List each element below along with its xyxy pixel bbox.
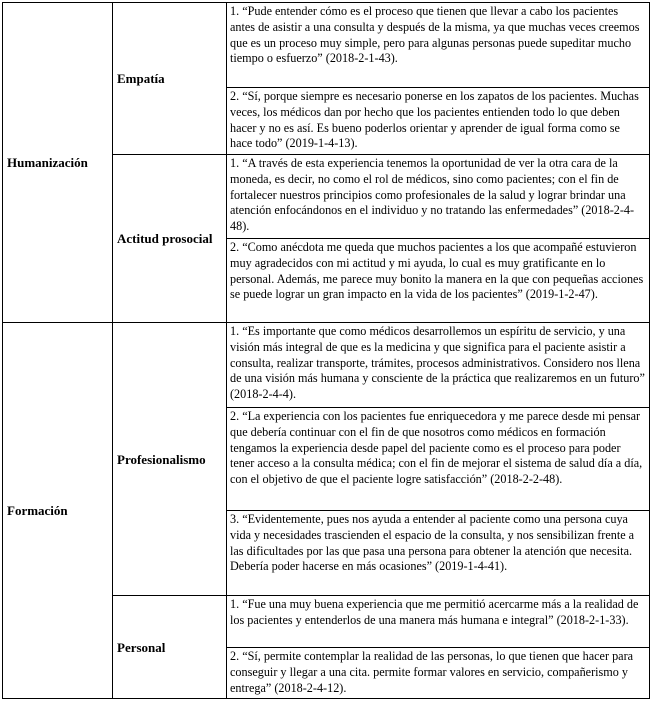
table-row <box>3 3 650 88</box>
quote-cell: 1. “Fue una muy buena experiencia que me permitió acercarme más a la realidad de los pacientes y entenderlos de una manera más humana e integral” (2018-2-1-33). <box>227 596 650 648</box>
table-row <box>3 323 650 408</box>
quote-cell: 2. “Como anécdota me queda que muchos pacientes a los que acompañé estuvieron muy agradecidos con mi actitud y mi ayuda, lo cual es muy gratificante en lo personal. Además, me parece muy bonito la manera en la que con pequeñas acciones se puede lograr un gran impacto en la vida de los pacientes” (2019-1-2-47). <box>227 239 650 323</box>
quote-cell: 2. “Sí, permite contemplar la realidad de las personas, lo que tienen que hacer para conseguir y llegar a una cita. permite formar valores en servicio, compañerismo y entrega” (2018-2-4-12). <box>227 648 650 699</box>
category-formacion: Formación <box>3 323 113 699</box>
quote-cell: 1. “Pude entender cómo es el proceso que tienen que llevar a cabo los pacientes antes de asistir a una consulta y después de la misma, ya que muchas veces creemos que es un proceso muy simple, pero para algunas personas puede supeditar mucho tiempo o esfuerzo” (2018-2-1-43). <box>227 3 650 88</box>
subcategory-empatia: Empatía <box>113 3 227 155</box>
quote-cell: 2. “La experiencia con los pacientes fue enriquecedora y me parece desde mi pensar que debería continuar con el fin de que nosotros como médicos en formación tengamos la experiencia desde papel del paciente como es el proceso para poder tener acceso a la consulta médica; con el fin de mejorar el sistema de salud día a día, con el objetivo de que el paciente logre satisfacción” (2018-2-2-48). <box>227 408 650 511</box>
quotes-table <box>2 2 650 699</box>
quote-cell: 1. “Es importante que como médicos desarrollemos un espíritu de servicio, y una visión más integral de que es la medicina y que significa para el paciente asistir a consulta, realizar transporte, trámites, procesos administrativos. Considero nos llena de una visión más humana y consciente de la práctica que realizaremos en un futuro” (2018-2-4-4). <box>227 323 650 408</box>
category-humanizacion: Humanización <box>3 3 113 323</box>
subcategory-personal: Personal <box>113 596 227 699</box>
quote-cell: 2. “Sí, porque siempre es necesario ponerse en los zapatos de los pacientes. Muchas veces, los médicos dan por hecho que los pacientes entienden todo lo que deben hacer y no es así. Es bueno poderlos orientar y aprender de igual forma como se hace todo” (2019-1-4-13). <box>227 88 650 155</box>
quote-cell: 3. “Evidentemente, pues nos ayuda a entender al paciente como una persona cuya vida y necesidades trascienden el espacio de la consulta, y nos sensibilizan frente a las dificultades por las que pasa una persona para obtener la atención que necesita. Debería poder hacerse en más ocasiones” (2019-1-4-41). <box>227 511 650 596</box>
subcategory-actitud-prosocial: Actitud prosocial <box>113 155 227 323</box>
subcategory-profesionalismo: Profesionalismo <box>113 323 227 596</box>
quote-cell: 1. “A través de esta experiencia tenemos la oportunidad de ver la otra cara de la moneda, es decir, no como el rol de médicos, sino como pacientes; con el fin de fortalecer nuestros principios como profesionales de la salud y lograr brindar una atención enfocándonos en el individuo y no tratando las enfermedades” (2018-2-4-48). <box>227 155 650 239</box>
